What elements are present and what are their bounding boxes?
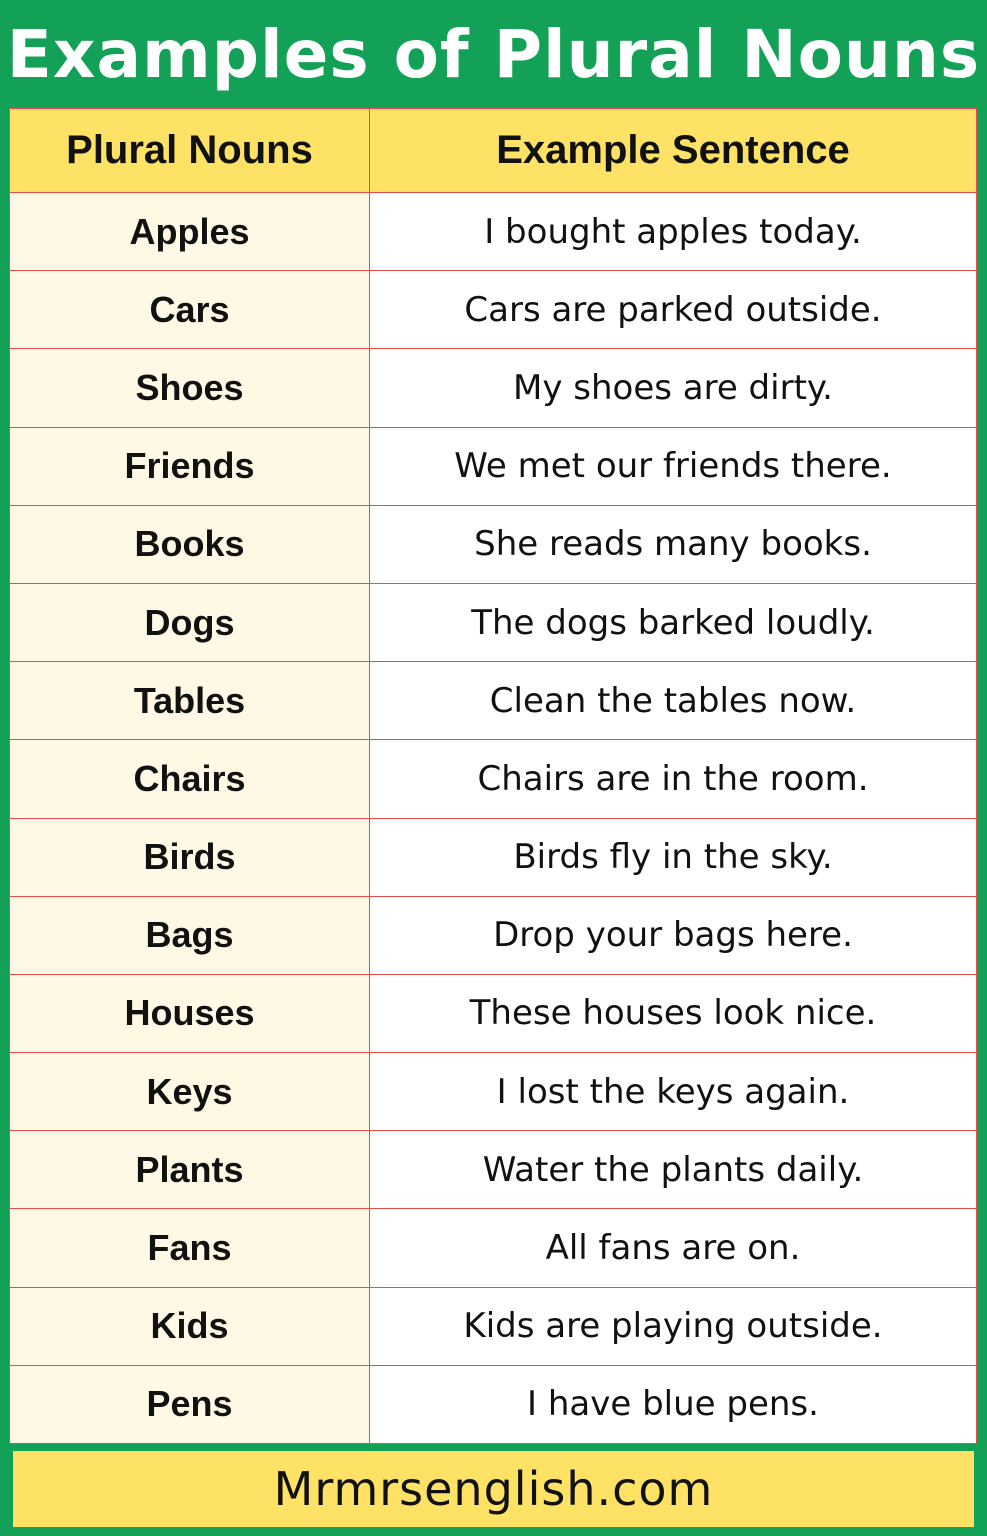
sentence-cell: My shoes are dirty. xyxy=(370,349,977,427)
table-row xyxy=(10,1287,977,1365)
table-row xyxy=(10,193,977,271)
table-header-row xyxy=(10,109,977,193)
table-row xyxy=(10,662,977,740)
noun-cell: Bags xyxy=(10,896,370,974)
table-row xyxy=(10,1365,977,1443)
table-row xyxy=(10,427,977,505)
sentence-cell: The dogs barked loudly. xyxy=(370,583,977,661)
column-header-example-sentence: Example Sentence xyxy=(370,109,977,193)
noun-cell: Kids xyxy=(10,1287,370,1365)
table-row xyxy=(10,896,977,974)
noun-cell: Tables xyxy=(10,662,370,740)
noun-cell: Shoes xyxy=(10,349,370,427)
noun-cell: Pens xyxy=(10,1365,370,1443)
sentence-cell: Water the plants daily. xyxy=(370,1131,977,1209)
plural-nouns-table xyxy=(9,108,977,1444)
sentence-cell: She reads many books. xyxy=(370,505,977,583)
noun-cell: Chairs xyxy=(10,740,370,818)
noun-cell: Birds xyxy=(10,818,370,896)
table-row xyxy=(10,1053,977,1131)
page-title: Examples of Plural Nouns xyxy=(6,15,981,93)
table-row xyxy=(10,349,977,427)
sentence-cell: Cars are parked outside. xyxy=(370,271,977,349)
table-row xyxy=(10,583,977,661)
sentence-cell: I bought apples today. xyxy=(370,193,977,271)
sentence-cell: I lost the keys again. xyxy=(370,1053,977,1131)
table-row xyxy=(10,974,977,1052)
table-row xyxy=(10,818,977,896)
sentence-cell: Kids are playing outside. xyxy=(370,1287,977,1365)
noun-cell: Cars xyxy=(10,271,370,349)
table-row xyxy=(10,505,977,583)
noun-cell: Fans xyxy=(10,1209,370,1287)
column-header-plural-nouns: Plural Nouns xyxy=(10,109,370,193)
table-row xyxy=(10,740,977,818)
sentence-cell: All fans are on. xyxy=(370,1209,977,1287)
noun-cell: Dogs xyxy=(10,583,370,661)
sentence-cell: We met our friends there. xyxy=(370,427,977,505)
noun-cell: Apples xyxy=(10,193,370,271)
sentence-cell: Birds fly in the sky. xyxy=(370,818,977,896)
table-row xyxy=(10,1209,977,1287)
sentence-cell: These houses look nice. xyxy=(370,974,977,1052)
sentence-cell: Chairs are in the room. xyxy=(370,740,977,818)
table-row xyxy=(10,1131,977,1209)
sentence-cell: I have blue pens. xyxy=(370,1365,977,1443)
noun-cell: Keys xyxy=(10,1053,370,1131)
table-row xyxy=(10,271,977,349)
sentence-cell: Drop your bags here. xyxy=(370,896,977,974)
sentence-cell: Clean the tables now. xyxy=(370,662,977,740)
noun-cell: Friends xyxy=(10,427,370,505)
noun-cell: Books xyxy=(10,505,370,583)
website-footer: Mrmrsenglish.com xyxy=(13,1451,974,1527)
noun-cell: Plants xyxy=(10,1131,370,1209)
noun-cell: Houses xyxy=(10,974,370,1052)
